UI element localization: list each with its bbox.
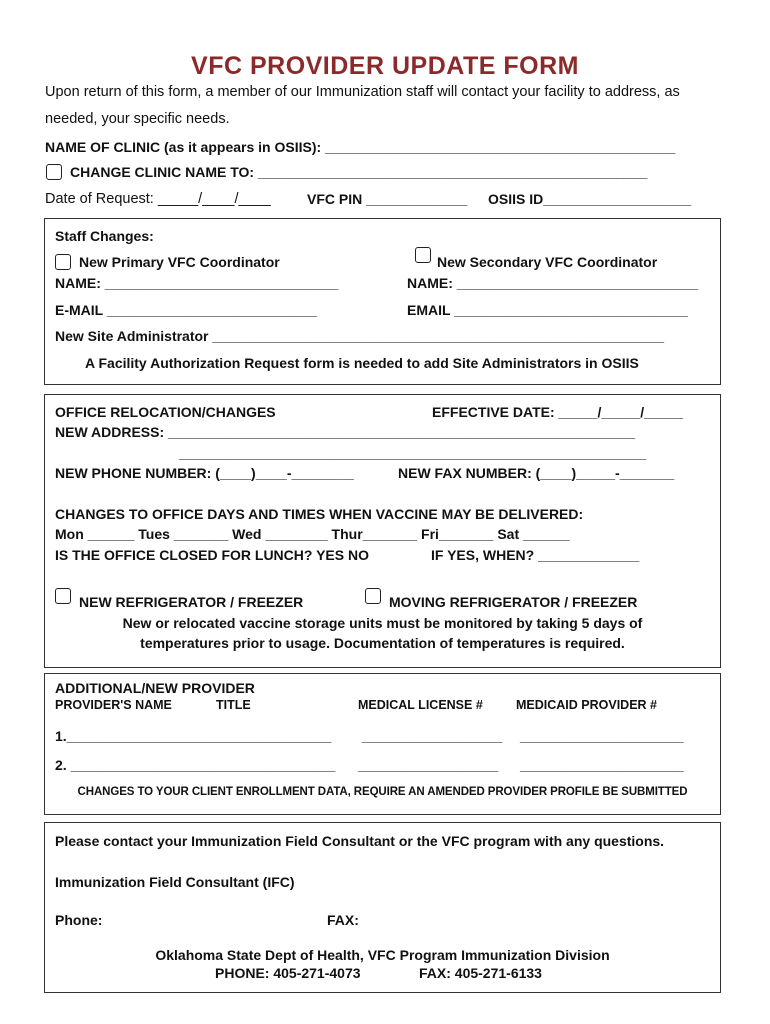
column-medicaid-provider: MEDICAID PROVIDER # (516, 698, 657, 712)
monitoring-note-line2: temperatures prior to usage. Documentation of temperatures is required. (140, 635, 625, 651)
moving-refrigerator-checkbox[interactable] (365, 588, 381, 604)
new-fax-field[interactable]: NEW FAX NUMBER: (____)_____-_______ (398, 465, 675, 481)
staff-changes-heading: Staff Changes: (55, 228, 154, 244)
intro-text-line1: Upon return of this form, a member of our Immunization staff will contact your facility to address, as (45, 84, 680, 100)
facility-authorization-note: A Facility Authorization Request form is needed to add Site Administrators in OSIIS (85, 355, 639, 371)
site-administrator-field[interactable]: New Site Administrator __________________________________________________________ (55, 328, 664, 344)
provider-row1-license-field[interactable]: __________________ (362, 728, 503, 744)
office-relocation-section (44, 394, 721, 668)
form-title: VFC PROVIDER UPDATE FORM (191, 52, 579, 80)
primary-name-field[interactable]: NAME: ______________________________ (55, 275, 339, 291)
monitoring-note-line1: New or relocated vaccine storage units must be monitored by taking 5 days of (122, 615, 643, 631)
intro-text-line2: needed, your specific needs. (45, 111, 230, 127)
contact-section (44, 822, 721, 993)
provider-row2-name-field[interactable]: 2. __________________________________ (55, 757, 336, 773)
office-relocation-heading: OFFICE RELOCATION/CHANGES (55, 404, 276, 420)
column-medical-license: MEDICAL LICENSE # (358, 698, 483, 712)
osiis-id-field[interactable]: OSIIS ID___________________ (488, 191, 692, 207)
date-of-request-field[interactable]: Date of Request: _____/____/____ (45, 191, 271, 207)
staff-changes-section (44, 218, 721, 385)
secondary-name-field[interactable]: NAME: _______________________________ (407, 275, 699, 291)
fax-label: FAX: (327, 912, 359, 928)
organization-phone: PHONE: 405-271-4073 (215, 965, 361, 981)
new-secondary-coordinator-checkbox[interactable] (415, 247, 431, 263)
amended-profile-notice: CHANGES TO YOUR CLIENT ENROLLMENT DATA, REQUIRE AN AMENDED PROVIDER PROFILE BE SUBMITTED (77, 786, 688, 798)
delivery-days-heading: CHANGES TO OFFICE DAYS AND TIMES WHEN VACCINE MAY BE DELIVERED: (55, 506, 584, 522)
effective-date-field[interactable]: EFFECTIVE DATE: _____/_____/_____ (432, 404, 684, 420)
closed-for-lunch-question[interactable]: IS THE OFFICE CLOSED FOR LUNCH? YES NO (55, 547, 369, 563)
contact-instructions: Please contact your Immunization Field Consultant or the VFC program with any questions. (55, 833, 665, 849)
provider-row1-medicaid-field[interactable]: _____________________ (520, 728, 684, 744)
phone-label: Phone: (55, 912, 103, 928)
provider-row2-medicaid-field[interactable]: _____________________ (520, 757, 684, 773)
organization-fax: FAX: 405-271-6133 (419, 965, 542, 981)
new-phone-field[interactable]: NEW PHONE NUMBER: (____)____-________ (55, 465, 354, 481)
new-address-line2-field[interactable]: ____________________________________________________________ (179, 445, 647, 461)
provider-row1-name-field[interactable]: 1.__________________________________ (55, 728, 332, 744)
moving-refrigerator-label: MOVING REFRIGERATOR / FREEZER (389, 594, 638, 610)
additional-provider-heading: ADDITIONAL/NEW PROVIDER (55, 680, 255, 696)
column-provider-name: PROVIDER'S NAME (55, 698, 172, 712)
column-title: TITLE (216, 698, 251, 712)
primary-email-field[interactable]: E-MAIL ___________________________ (55, 302, 318, 318)
provider-row2-license-field[interactable]: __________________ (358, 757, 499, 773)
new-refrigerator-label: NEW REFRIGERATOR / FREEZER (79, 594, 304, 610)
new-primary-coordinator-checkbox[interactable] (55, 254, 71, 270)
ifc-label: Immunization Field Consultant (IFC) (55, 874, 295, 890)
organization-name: Oklahoma State Dept of Health, VFC Program Immunization Division (155, 947, 610, 963)
new-primary-coordinator-label: New Primary VFC Coordinator (79, 254, 280, 270)
secondary-email-field[interactable]: EMAIL ______________________________ (407, 302, 688, 318)
vfc-pin-field[interactable]: VFC PIN _____________ (307, 191, 468, 207)
clinic-name-field[interactable]: NAME OF CLINIC (as it appears in OSIIS): _____________________________________________ (45, 139, 676, 155)
additional-provider-section (44, 673, 721, 815)
new-secondary-coordinator-label: New Secondary VFC Coordinator (437, 254, 658, 270)
lunch-when-field[interactable]: IF YES, WHEN? _____________ (431, 547, 640, 563)
change-clinic-name-checkbox[interactable] (46, 164, 62, 180)
new-refrigerator-checkbox[interactable] (55, 588, 71, 604)
new-address-field[interactable]: NEW ADDRESS: ____________________________________________________________ (55, 424, 636, 440)
change-clinic-name-field[interactable]: CHANGE CLINIC NAME TO: __________________________________________________ (70, 164, 648, 180)
delivery-days-fields[interactable]: Mon ______ Tues _______ Wed ________ Thur_______ Fri_______ Sat ______ (55, 526, 570, 542)
